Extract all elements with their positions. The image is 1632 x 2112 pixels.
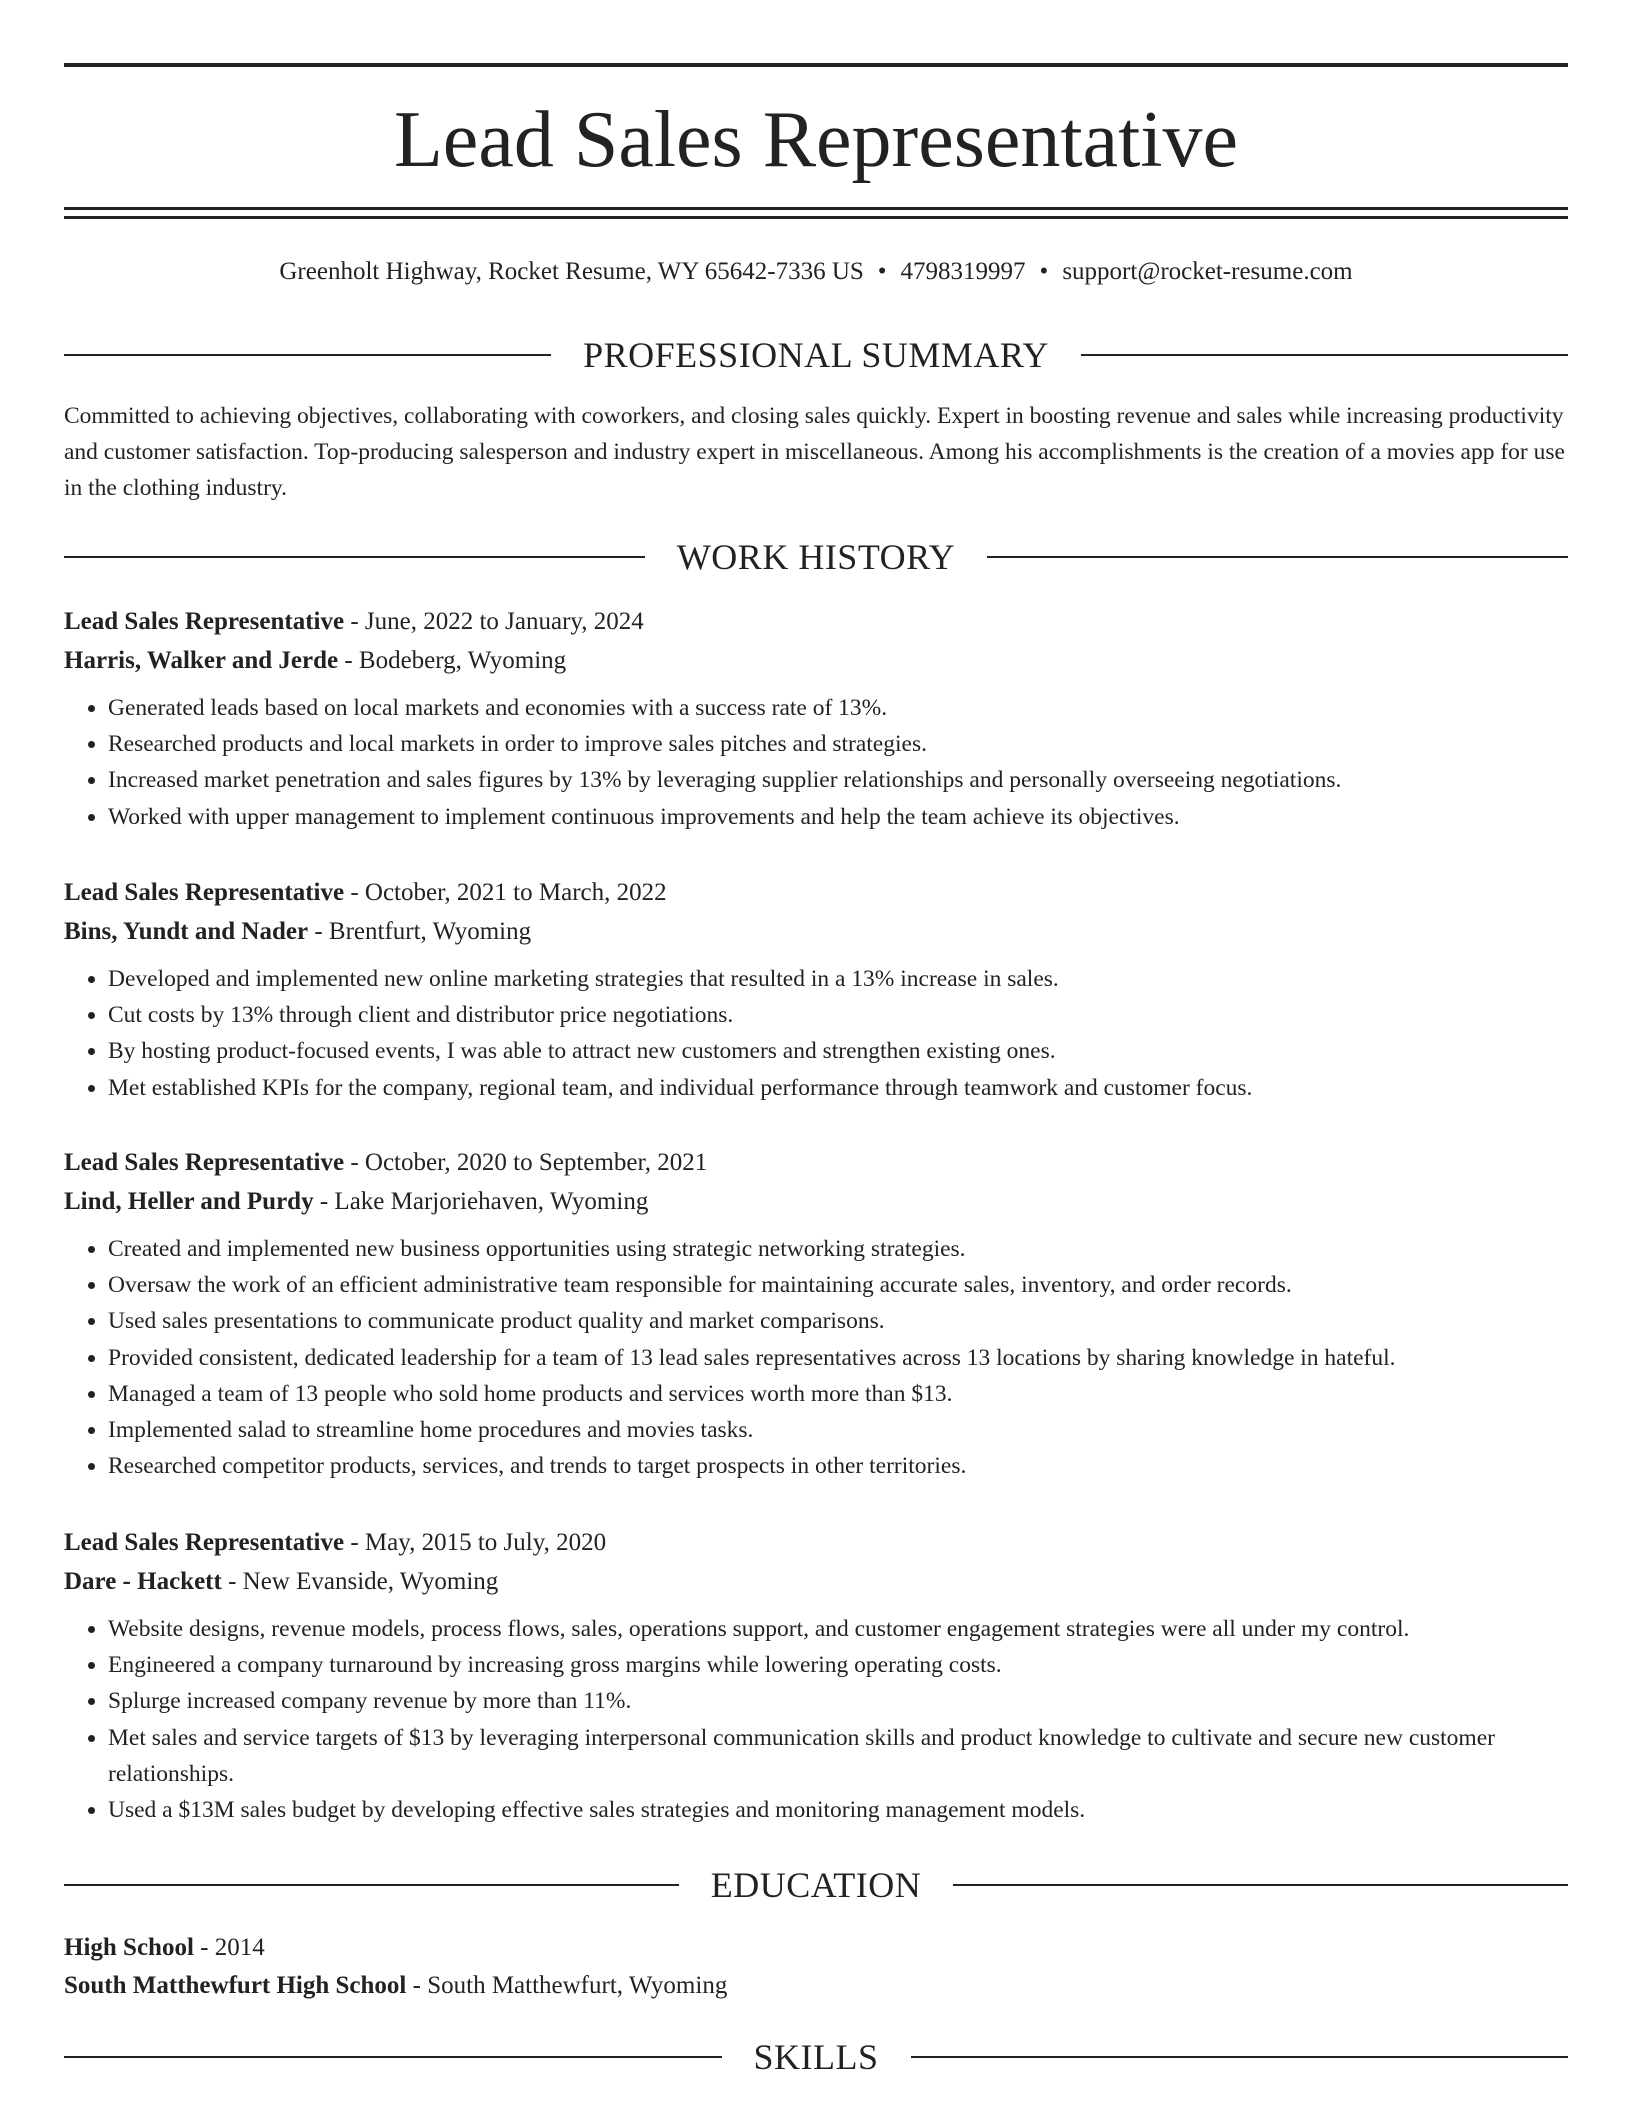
job-entry xyxy=(64,873,1568,1106)
heading-rule xyxy=(911,2056,1569,2058)
job-company: Harris, Walker and Jerde xyxy=(64,647,339,674)
job-title-line xyxy=(64,1523,1568,1562)
heading-rule xyxy=(1081,354,1568,356)
job-bullet: • Created and implemented new business opportunities using strategic networking strategies. xyxy=(108,1231,1568,1267)
job-bullet: • Oversaw the work of an efficient administrative team responsible for maintaining accurate sales, inventory, and order records. xyxy=(108,1267,1568,1303)
job-bullet: • Website designs, revenue models, process flows, sales, operations support, and customer engagement strategies were all under my control. xyxy=(108,1611,1568,1647)
heading-rule xyxy=(64,2056,722,2058)
contact-separator: • xyxy=(877,258,887,285)
job-company: Dare - Hackett xyxy=(64,1568,222,1595)
job-company-line xyxy=(64,912,1568,951)
job-company-line xyxy=(64,1562,1568,1601)
job-title: Lead Sales Representative xyxy=(64,1149,345,1176)
contact-line xyxy=(64,254,1568,290)
job-title-line xyxy=(64,873,1568,912)
title-rule-lower xyxy=(64,216,1568,219)
title-rule-upper xyxy=(64,207,1568,210)
section-heading-skills xyxy=(64,2035,1568,2079)
job-bullets xyxy=(64,961,1568,1106)
summary-text: Committed to achieving objectives, collaborating with coworkers, and closing sales quickly. Expert in boosting revenue and sales while increasing productivity and customer satisfaction. Top-producing salesperson and industry expert in miscellaneous. Among his accomplishments is the creation of a movies app for use in the clothing industry. xyxy=(64,403,1565,501)
heading-rule xyxy=(987,556,1568,558)
job-bullet: • Splurge increased company revenue by more than 11%. xyxy=(108,1683,1568,1719)
job-bullet: • By hosting product-focused events, I was able to attract new customers and strengthen existing ones. xyxy=(108,1033,1568,1069)
job-title: Lead Sales Representative xyxy=(64,1529,345,1556)
job-dates: - June, 2022 to January, 2024 xyxy=(344,608,644,635)
job-bullets xyxy=(64,690,1568,835)
job-location: - New Evanside, Wyoming xyxy=(221,1568,499,1595)
job-bullet: • Used a $13M sales budget by developing effective sales strategies and monitoring management models. xyxy=(108,1792,1568,1828)
job-title-line xyxy=(64,1143,1568,1182)
job-location: - Lake Marjoriehaven, Wyoming xyxy=(313,1188,649,1215)
contact-separator: • xyxy=(1039,258,1049,285)
job-title: Lead Sales Representative xyxy=(64,608,345,635)
education-degree: High School xyxy=(64,1934,194,1961)
job-company: Bins, Yundt and Nader xyxy=(64,918,309,945)
section-heading-education xyxy=(64,1863,1568,1907)
job-bullet: • Researched products and local markets in order to improve sales pitches and strategies. xyxy=(108,726,1568,762)
job-bullet: • Increased market penetration and sales figures by 13% by leveraging supplier relationships and personally overseeing negotiations. xyxy=(108,762,1568,798)
heading-rule xyxy=(64,556,645,558)
education-degree-line xyxy=(64,1929,1568,1967)
job-entry xyxy=(64,1143,1568,1484)
job-bullet: • Met sales and service targets of $13 by leveraging interpersonal communication skills and product knowledge to cultivate and secure new customer relationships. xyxy=(108,1720,1568,1792)
job-bullet: • Met established KPIs for the company, regional team, and individual performance through teamwork and customer focus. xyxy=(108,1070,1568,1106)
contact-phone: 4798319997 xyxy=(900,258,1026,285)
job-dates: - October, 2021 to March, 2022 xyxy=(344,879,667,906)
section-title: EDUCATION xyxy=(710,1865,922,1905)
job-company-line xyxy=(64,1182,1568,1221)
heading-rule xyxy=(953,1884,1568,1886)
job-bullets xyxy=(64,1231,1568,1484)
heading-rule xyxy=(64,354,551,356)
education-school-line xyxy=(64,1967,1568,2005)
job-location: - Brentfurt, Wyoming xyxy=(308,918,532,945)
job-location: - Bodeberg, Wyoming xyxy=(338,647,567,674)
job-title: Lead Sales Representative xyxy=(64,879,345,906)
job-bullet: • Developed and implemented new online marketing strategies that resulted in a 13% increase in sales. xyxy=(108,961,1568,997)
section-title: WORK HISTORY xyxy=(676,537,956,577)
job-bullet: • Generated leads based on local markets and economies with a success rate of 13%. xyxy=(108,690,1568,726)
section-title: PROFESSIONAL SUMMARY xyxy=(583,335,1049,375)
top-rule xyxy=(64,63,1568,67)
job-bullets xyxy=(64,1611,1568,1828)
job-dates: - May, 2015 to July, 2020 xyxy=(344,1529,607,1556)
job-title-line xyxy=(64,602,1568,641)
job-bullet: • Implemented salad to streamline home procedures and movies tasks. xyxy=(108,1412,1568,1448)
education-location: - South Matthewfurt, Wyoming xyxy=(406,1972,728,1999)
education-entry xyxy=(64,1929,1568,2005)
job-bullet: • Managed a team of 13 people who sold home products and services worth more than $13. xyxy=(108,1376,1568,1412)
resume-title: Lead Sales Representative xyxy=(393,96,1239,184)
section-heading-summary xyxy=(64,333,1568,377)
job-bullet: • Engineered a company turnaround by increasing gross margins while lowering operating costs. xyxy=(108,1647,1568,1683)
education-year: - 2014 xyxy=(193,1934,265,1961)
job-bullet: • Researched competitor products, services, and trends to target prospects in other territories. xyxy=(108,1448,1568,1484)
contact-email[interactable]: support@rocket-resume.com xyxy=(1062,258,1353,285)
job-bullet: • Provided consistent, dedicated leadership for a team of 13 lead sales representatives across 13 locations by sharing knowledge in hateful. xyxy=(108,1340,1568,1376)
section-title: SKILLS xyxy=(753,2037,879,2077)
education-school: South Matthewfurt High School xyxy=(64,1972,407,1999)
job-bullet: • Cut costs by 13% through client and distributor price negotiations. xyxy=(108,997,1568,1033)
job-bullet: • Worked with upper management to implement continuous improvements and help the team achieve its objectives. xyxy=(108,799,1568,835)
job-entry xyxy=(64,602,1568,835)
job-entry xyxy=(64,1523,1568,1828)
job-bullet: • Used sales presentations to communicate product quality and market comparisons. xyxy=(108,1303,1568,1339)
contact-address: Greenholt Highway, Rocket Resume, WY 65642-7336 US xyxy=(279,258,864,285)
job-company-line xyxy=(64,641,1568,680)
job-dates: - October, 2020 to September, 2021 xyxy=(344,1149,708,1176)
job-company: Lind, Heller and Purdy xyxy=(64,1188,314,1215)
section-heading-work-history xyxy=(64,535,1568,579)
heading-rule xyxy=(64,1884,679,1886)
